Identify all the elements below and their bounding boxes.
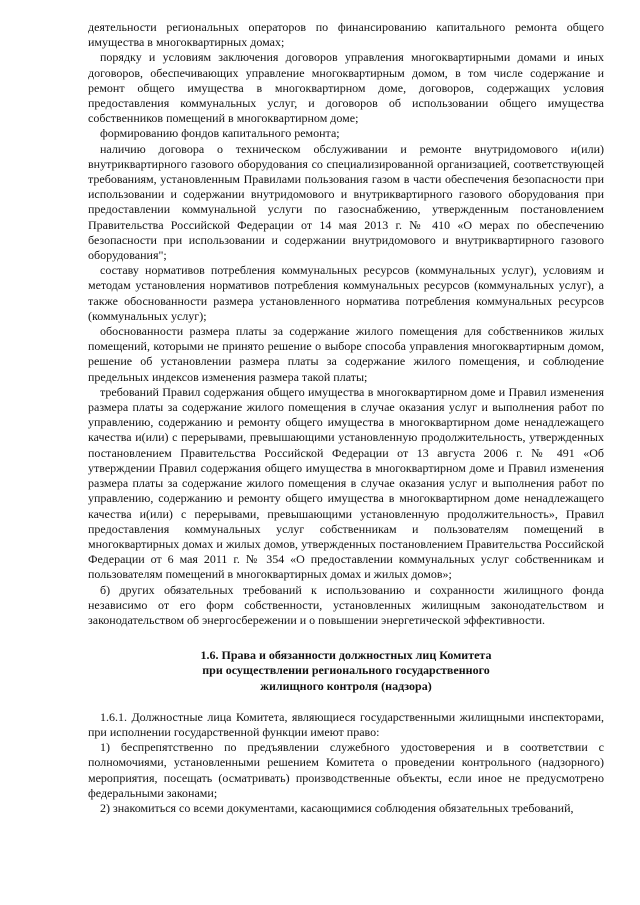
list-item-2: 2) знакомиться со всеми документами, касающимися соблюдения обязательных требований, [100,800,574,815]
paragraph-maintenance-rules: требований Правил содержания общего имущества в многоквартирном доме и Правил изменения размера платы за содержание жилого помещения в случае оказания услуг и выполнения работ по управлению, содержанию и ремонту общего имущества в многоквартирном доме ненадлежащего качества и(или) с перерывами, превышающими установленную продолжительность, утвержденных постановлением Правительства Российской Федерации от 13 августа 2006 г. № 491 «Об утверждении Правил содержания общего имущества в многоквартирном доме и Правил изменения размера платы за содержание жилого помещения в случае оказания услуг и выполнения работ по управлению, содержанию и ремонту общего имущества в многоквартирном доме ненадлежащего качества и(или) с перерывами, превышающими установленную продолжительность», Правил предоставления коммунальных услуг собственникам и пользователям помещений в многоквартирных домах и жилых домов, утвержденных постановлением Правительства Российской Федерации от 6 мая 2011 г. № 354 «О предоставлении коммунальных услуг собственникам и пользователям помещений в многоквартирных домах и жилых домов»; [88,384,604,582]
paragraph-inspectors-rights: 1.6.1. Должностные лица Комитета, являющиеся государственными жилищными инспекторами, при исполнении государственной функции имеют право: [88,709,604,739]
paragraph-capital-repair-funds: формированию фондов капитального ремонта; [100,126,340,141]
paragraph-regional-operators: деятельности региональных операторов по финансированию капитального ремонта общего имущества в многоквартирных домах; [88,20,604,50]
paragraph-management-contracts: порядку и условиям заключения договоров управления многоквартирными домами и иных договоров, обеспечивающих управление многоквартирным домом, в том числе содержание и ремонт общего имущества в многоквартирном доме, договоров, содержащих условия предоставления коммунальных услуг, и договоров об использовании общего имущества собственников помещений в многоквартирном доме; [88,50,604,126]
list-item-1: 1) беспрепятственно по предъявлении служебного удостоверения и в соответствии с полномочиями, установленными решением Комитета о проведении контрольного (надзорного) мероприятия, посещать (осматривать) производственные объекты, если иное не предусмотрено федеральными законами; [88,740,604,800]
heading-line-3: жилищного контроля (надзора) [260,678,432,693]
section-heading [88,648,604,694]
heading-line-2: при осуществлении регионального государственного [202,663,490,678]
paragraph-other-requirements: б) других обязательных требований к использованию и сохранности жилищного фонда независимо от его форм собственности, установленных жилищным законодательством и законодательством об энергосбережении и о повышении энергетической эффективности. [88,582,604,627]
heading-line-1: 1.6. Права и обязанности должностных лиц Комитета [200,648,492,663]
document-page [88,20,604,816]
paragraph-consumption-norms: составу нормативов потребления коммунальных ресурсов (коммунальных услуг), условиям и методам установления нормативов потребления коммунальных ресурсов (коммунальных услуг), а также обоснованности размера установленного норматива потребления коммунальных ресурсов (коммунальных услуг); [88,263,604,323]
paragraph-gas-equipment: наличию договора о техническом обслуживании и ремонте внутридомового и(или) внутриквартирного газового оборудования со специализированной организацией, соответствующей требованиям, установленным Правилами пользования газом в части обеспечения безопасности при использовании и содержании внутридомового и внутриквартирного газового оборудования при предоставлении коммунальной услуги по газоснабжению, утвержденным постановлением Правительства Российской Федерации от 14 мая 2013 г. № 410 «О мерах по обеспечению безопасности при использовании и содержании внутридомового и внутриквартирного газового оборудования"; [88,141,604,263]
paragraph-housing-fee: обоснованности размера платы за содержание жилого помещения для собственников жилых помещений, которыми не принято решение о выборе способа управления многоквартирным домом, решение об установлении размера платы за содержание жилого помещения, и соблюдение предельных индексов изменения размера такой платы; [88,324,604,384]
